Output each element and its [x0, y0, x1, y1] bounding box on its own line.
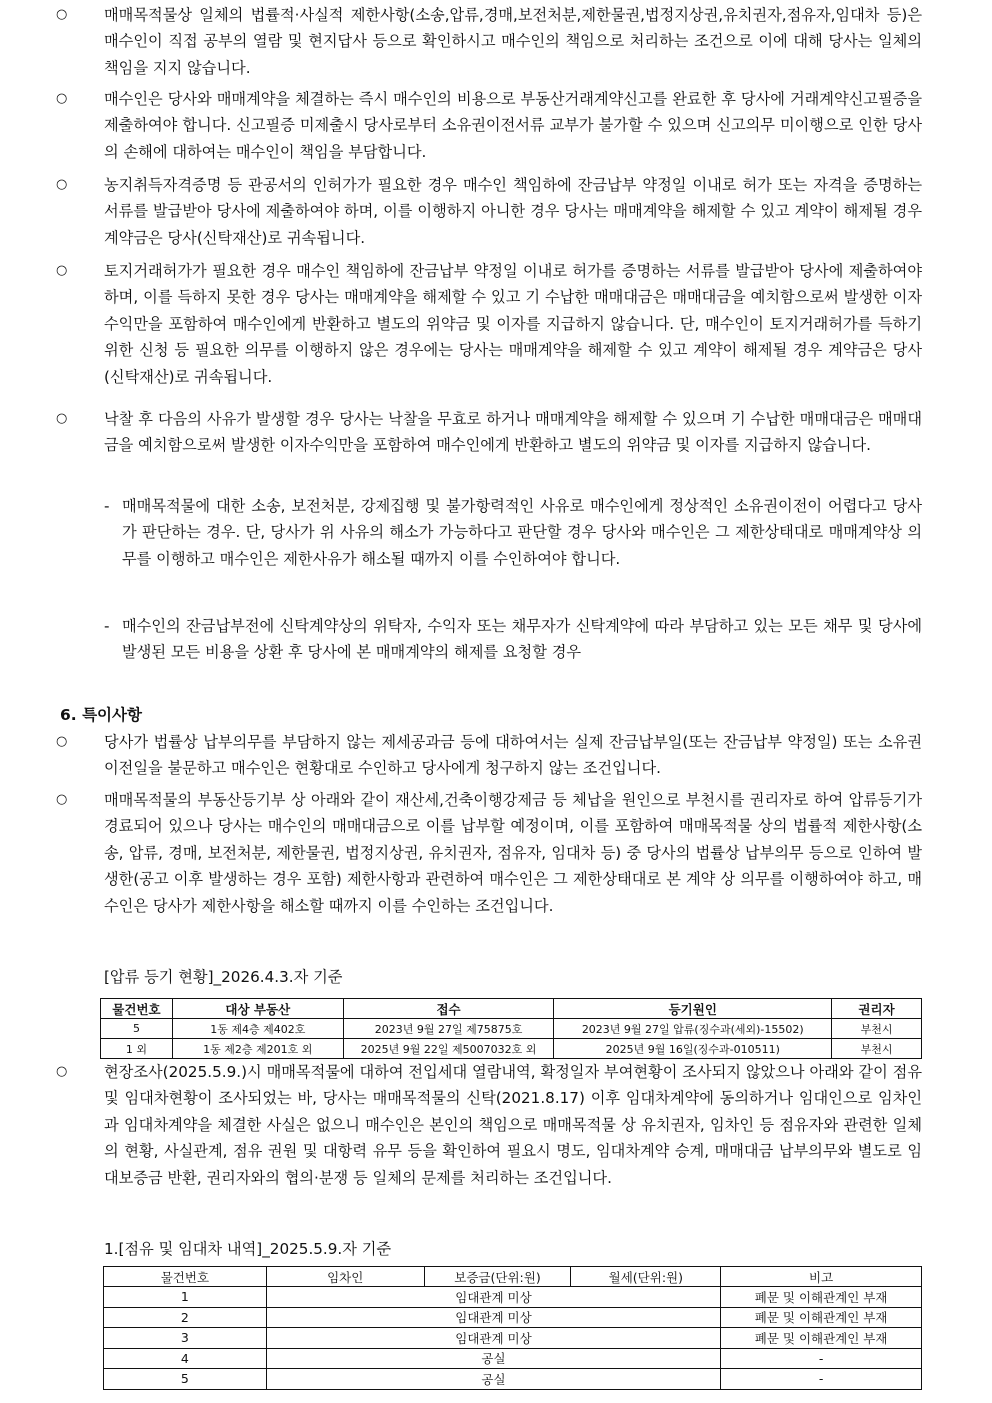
header-tenant: 임차인	[266, 1267, 424, 1287]
cell-note: 폐문 및 이해관계인 부재	[721, 1307, 922, 1328]
occupancy-table	[103, 1266, 922, 1390]
table-row	[104, 1328, 922, 1349]
bullet-icon: ○	[56, 734, 68, 749]
cell-status: 임대관계 미상	[266, 1328, 720, 1349]
cell-item-no: 1	[104, 1287, 267, 1308]
clause-text: 토지거래허가가 필요한 경우 매수인 책임하에 잔금납부 약정일 이내로 허가를 증명하는 서류를 발급받아 당사에 제출하여야 하며, 이를 득하지 못한 경우 당사는 매매계약을 해제할 수 있고 기 수납한 매매대금은 매매대금을 예치함으로써 발생한 이자수익만을 포함하여 매수인에게 반환하고 별도의 위약금 및 이자를 지급하지 않습니다. 단, 매수인이 토지거래허가를 득하기 위한 신청 등 필요한 의무를 이행하지 않은 경우에는 당사는 매매계약을 해제할 수 있고 계약이 해제될 경우 계약금은 당사(신탁재산)로 귀속됩니다.	[104, 262, 922, 386]
cell-note: 폐문 및 이해관계인 부재	[721, 1328, 922, 1349]
cell-receipt: 2023년 9월 27일 제75875호	[343, 1019, 554, 1039]
bullet-icon: ○	[56, 792, 68, 807]
clause-land-transaction-permit	[56, 258, 922, 390]
header-property: 대상 부동산	[172, 999, 343, 1019]
cell-status: 임대관계 미상	[266, 1287, 720, 1308]
cell-status: 공실	[266, 1369, 720, 1390]
cell-cause: 2023년 9월 27일 압류(징수과(세외)-15502)	[554, 1019, 832, 1039]
clause-text: 농지취득자격증명 등 관공서의 인허가가 필요한 경우 매수인 책임하에 잔금납부 약정일 이내로 허가 또는 자격을 증명하는 서류를 발급받아 당사에 제출하여야 하며, 이를 이행하지 아니한 경우 당사는 매매계약을 해제할 수 있고 계약이 해제될 경우 계약금은 당사(신탁재산)로 귀속됩니다.	[104, 176, 922, 247]
seizure-caption: [압류 등기 현황]_2026.4.3.자 기준	[104, 968, 343, 986]
clause-text: 매매목적물의 부동산등기부 상 아래와 같이 재산세,건축이행강제금 등 체납을 원인으로 부천시를 권리자로 하여 압류등기가 경료되어 있으나 당사는 매수인의 매매대금으로 이를 납부할 예정이며, 이를 포함하여 매매목적물 상의 법률적 제한사항(소송, 압류, 경매, 보전처분, 제한물권, 법정지상권, 유치권자, 점유자, 임대차 등) 중 당사의 법률상 납부의무 등으로 인하여 발생한(공고 이후 발생하는 경우 포함) 제한사항과 관련하여 매수인은 그 제한상태대로 본 계약 상 의무를 이행하여야 하고, 매수인은 당사가 제한사항을 해소할 때까지 이를 수인하는 조건입니다.	[104, 791, 922, 915]
bullet-icon: ○	[56, 411, 68, 426]
clause-bid-invalidation	[56, 406, 922, 459]
cell-status: 공실	[266, 1348, 720, 1369]
header-item-no: 물건번호	[104, 1267, 267, 1287]
seizure-table	[100, 998, 922, 1059]
cell-status: 임대관계 미상	[266, 1307, 720, 1328]
sub-clause-litigation	[104, 493, 922, 572]
clause-text: 당사가 법률상 납부의무를 부담하지 않는 제세공과금 등에 대하여서는 실제 잔금납부일(또는 잔금납부 약정일) 또는 소유권이전일을 불문하고 매수인은 현황대로 수인하고 당사에게 청구하지 않는 조건입니다.	[104, 733, 922, 778]
dash-icon: -	[104, 497, 110, 515]
bullet-icon: ○	[56, 91, 68, 106]
cell-item-no: 4	[104, 1348, 267, 1369]
table-header-row	[101, 999, 922, 1019]
clause-taxes	[56, 729, 922, 782]
sub-clause-text: 매수인의 잔금납부전에 신탁계약상의 위탁자, 수익자 또는 채무자가 신탁계약에 따라 부담하고 있는 모든 채무 및 당사에 발생된 모든 비용을 상환 후 당사에 본 매매계약의 해제를 요청할 경우	[122, 617, 922, 662]
section-heading: 6. 특이사항	[60, 706, 142, 724]
cell-property: 1동 제4층 제402호	[172, 1019, 343, 1039]
clause-legal-restrictions	[56, 2, 922, 81]
header-receipt: 접수	[343, 999, 554, 1019]
sub-clause-trust-termination	[104, 613, 922, 666]
bullet-icon: ○	[56, 263, 68, 278]
bullet-icon: ○	[56, 7, 68, 22]
occupancy-caption: 1.[점유 및 임대차 내역]_2025.5.9.자 기준	[104, 1240, 392, 1258]
table-header-row	[104, 1267, 922, 1287]
header-item-no: 물건번호	[101, 999, 173, 1019]
clause-farmland-permit	[56, 172, 922, 251]
table-row	[104, 1307, 922, 1328]
cell-item-no: 5	[104, 1369, 267, 1390]
table-row	[101, 1019, 922, 1039]
cell-item-no: 5	[101, 1019, 173, 1039]
clause-text: 매매목적물상 일체의 법률적·사실적 제한사항(소송,압류,경매,보전처분,제한물권,법정지상권,유치권자,점유자,임대차 등)은 매수인이 직접 공부의 열람 및 현지답사 등으로 확인하시고 매수인의 책임으로 처리하는 조건으로 이에 대해 당사는 일체의 책임을 지지 않습니다.	[104, 6, 922, 77]
bullet-icon: ○	[56, 177, 68, 192]
cell-property: 1동 제2층 제201호 외	[172, 1039, 343, 1059]
table-row	[104, 1369, 922, 1390]
cell-right-holder: 부천시	[832, 1019, 922, 1039]
clause-text: 매수인은 당사와 매매계약을 체결하는 즉시 매수인의 비용으로 부동산거래계약신고를 완료한 후 당사에 거래계약신고필증을 제출하여야 합니다. 신고필증 미제출시 당사로부터 소유권이전서류 교부가 불가할 수 있으며 신고의무 미이행으로 인한 당사의 손해에 대하여는 매수인이 책임을 부담합니다.	[104, 90, 922, 161]
cell-note: -	[721, 1348, 922, 1369]
cell-item-no: 2	[104, 1307, 267, 1328]
clause-text: 현장조사(2025.5.9.)시 매매목적물에 대하여 전입세대 열람내역, 확정일자 부여현황이 조사되지 않았으나 아래와 같이 점유 및 임대차현황이 조사되었는 바, 당사는 매매목적물의 신탁(2021.8.17) 이후 임대차계약에 동의하거나 임대인으로 임차인과 임대차계약을 체결한 사실은 없으니 매수인은 본인의 책임으로 매매목적물 상 유치권자, 임차인 등 점유자와 관련한 일체의 현황, 사실관계, 점유 권원 및 대항력 유무 등을 확인하여 필요시 명도, 임대차계약 승계, 매매대금 납부의무와 별도로 임대보증금 반환, 권리자와의 협의·분쟁 등 일체의 문제를 처리하는 조건입니다.	[104, 1063, 922, 1187]
clause-seizure-registration	[56, 787, 922, 919]
cell-note: 폐문 및 이해관계인 부재	[721, 1287, 922, 1308]
table-row	[104, 1287, 922, 1308]
clause-transaction-report	[56, 86, 922, 165]
clause-site-survey	[56, 1059, 922, 1191]
header-monthly-rent: 월세(단위:원)	[571, 1267, 721, 1287]
cell-note: -	[721, 1369, 922, 1390]
table-row	[101, 1039, 922, 1059]
cell-receipt: 2025년 9월 22일 제5007032호 외	[343, 1039, 554, 1059]
sub-clause-text: 매매목적물에 대한 소송, 보전처분, 강제집행 및 불가항력적인 사유로 매수인에게 정상적인 소유권이전이 어렵다고 당사가 판단하는 경우. 단, 당사가 위 사유의 해소가 가능하다고 판단할 경우 당사와 매수인은 그 제한상태대로 매매계약상 의무를 이행하고 매수인은 제한사유가 해소될 때까지 이를 수인하여야 합니다.	[122, 497, 922, 568]
header-cause: 등기원인	[554, 999, 832, 1019]
table-row	[104, 1348, 922, 1369]
cell-right-holder: 부천시	[832, 1039, 922, 1059]
header-deposit: 보증금(단위:원)	[424, 1267, 571, 1287]
header-right-holder: 권리자	[832, 999, 922, 1019]
clause-text: 낙찰 후 다음의 사유가 발생할 경우 당사는 낙찰을 무효로 하거나 매매계약을 해제할 수 있으며 기 수납한 매매대금은 매매대금을 예치함으로써 발생한 이자수익만을 포함하여 매수인에게 반환하고 별도의 위약금 및 이자를 지급하지 않습니다.	[104, 410, 922, 455]
bullet-icon: ○	[56, 1064, 68, 1079]
cell-cause: 2025년 9월 16일(징수과-010511)	[554, 1039, 832, 1059]
dash-icon: -	[104, 617, 110, 635]
header-note: 비고	[721, 1267, 922, 1287]
cell-item-no: 3	[104, 1328, 267, 1349]
cell-item-no: 1 외	[101, 1039, 173, 1059]
